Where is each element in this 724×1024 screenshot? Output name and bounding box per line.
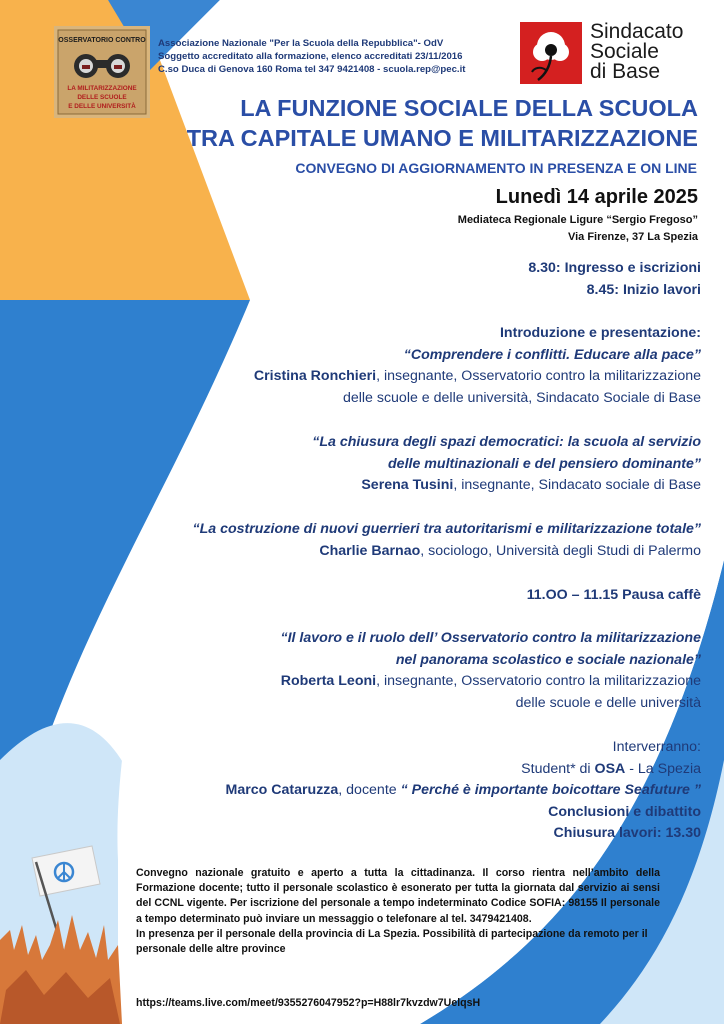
union-name-line2: Sociale: [590, 40, 659, 63]
schedule-opening: [528, 258, 701, 301]
union-logo: [520, 22, 700, 92]
closing-time: Chiusura lavori: 13.30: [553, 825, 701, 841]
footer-paragraph-1: Convegno nazionale gratuito e aperto a tutta la cittadinanza. Il corso rientra nell’ambito della Formazione docente; tutto il personale scolastico è esonerato per tutta la giornata dal servizio ai sensi del CCNL vigente. Per iscrizione del personale a tempo indeterminato Codice SOFIA: 98155 Il personale a tempo determinato può inviare un messaggio o telefonare al tel. 3479421408.: [136, 867, 660, 925]
association-accreditation: Soggetto accreditato alla formazione, elenco accreditati 23/11/2016: [158, 51, 463, 62]
speaker-role: , insegnante, Osservatorio contro la militarizzazione: [376, 673, 701, 689]
registration-time: 8.30: Ingresso e iscrizioni: [528, 260, 701, 276]
session-talk2: [312, 432, 701, 497]
association-info: [158, 37, 518, 76]
talk-title: “La costruzione di nuovi guerrieri tra autoritarismi e militarizzazione totale”: [192, 521, 701, 537]
speaker-line: [226, 780, 701, 802]
talk-title-line2: delle multinazionali e del pensiero dominante”: [388, 455, 701, 472]
svg-text:LA MILITARIZZAZIONE: LA MILITARIZZAZIONE: [67, 85, 137, 92]
footer-paragraph-2: In presenza per il personale della provincia di La Spezia. Possibilità di partecipazione da remoto per il personale delle altre province: [136, 927, 648, 956]
svg-text:E DELLE UNIVERSITÀ: E DELLE UNIVERSITÀ: [68, 103, 136, 110]
speaker-role: , insegnante, Sindacato sociale di Base: [453, 477, 701, 493]
session-closing: [226, 737, 701, 845]
students-line: Student* di OSA - La Spezia: [521, 760, 701, 777]
session-intro: [254, 323, 701, 409]
svg-text:DELLE SCUOLE: DELLE SCUOLE: [77, 94, 127, 101]
interventions-label: Interverranno:: [612, 739, 701, 755]
speaker-line: [312, 475, 701, 497]
event-title: [187, 93, 698, 153]
union-name-line1: Sindacato: [590, 20, 684, 43]
speaker-name: Serena Tusini: [361, 477, 454, 493]
svg-text:OSSERVATORIO CONTRO: OSSERVATORIO CONTRO: [58, 37, 146, 44]
observatory-logo: [54, 26, 150, 118]
conclusions: Conclusioni e dibattito: [548, 803, 701, 820]
speaker-line: [193, 541, 702, 563]
event-date: Lunedì 14 aprile 2025: [495, 186, 698, 208]
speaker-role: , insegnante, Osservatorio contro la militarizzazione: [376, 368, 701, 384]
event-subtitle: CONVEGNO DI AGGIORNAMENTO IN PRESENZA E ON LINE: [295, 160, 697, 176]
speaker-name: Charlie Barnao: [319, 542, 421, 559]
venue-name: Mediateca Regionale Ligure “Sergio Fregoso”: [457, 214, 698, 226]
speaker-name: Marco Cataruzza: [225, 782, 339, 798]
speaker-name: Roberta Leoni: [280, 673, 377, 689]
title-line2: TRA CAPITALE UMANO E MILITARIZZAZIONE: [186, 125, 698, 151]
talk-title-line1: “Il lavoro e il ruolo dell’ Osservatorio contro la militarizzazione: [280, 630, 701, 646]
session-talk3: [193, 519, 702, 562]
title-line1: LA FUNZIONE SOCIALE DELLA SCUOLA: [240, 95, 698, 121]
speaker-talk: “ Perché è importante boicottare Seafuture ”: [400, 782, 701, 798]
session-talk4: [281, 628, 701, 714]
speaker-role-cont: delle scuole e delle università, Sindacato Sociale di Base: [342, 389, 701, 406]
speaker-line: [281, 671, 701, 693]
intro-talk-title: “Comprendere i conflitti. Educare alla pace”: [403, 346, 701, 363]
event-venue: [458, 212, 698, 246]
coffee-break: [527, 585, 701, 607]
speaker-line: [254, 366, 701, 388]
association-contacts: C.so Duca di Genova 160 Roma tel 347 9421408 - scuola.rep@pec.it: [158, 64, 466, 75]
association-name: Associazione Nazionale "Per la Scuola della Repubblica"- OdV: [158, 38, 444, 49]
footer-info: [136, 866, 660, 957]
students-org: OSA: [594, 760, 626, 777]
break-time: 11.OO – 11.15 Pausa caffè: [526, 587, 701, 603]
speaker-name: Cristina Ronchieri: [253, 368, 377, 384]
venue-address: Via Firenze, 37 La Spezia: [567, 231, 698, 243]
speaker-role: , sociologo, Università degli Studi di Palermo: [420, 542, 701, 559]
teams-meeting-link[interactable]: https://teams.live.com/meet/9355276047952?p=H88lr7kvzdw7UelqsH: [136, 997, 481, 1009]
union-name-line3: di Base: [590, 60, 661, 83]
speaker-role: , docente: [338, 782, 401, 798]
speaker-role-cont: delle scuole e delle università: [515, 694, 701, 711]
poppy-flower-icon: [520, 22, 582, 84]
talk-title-line1: “La chiusura degli spazi democratici: la scuola al servizio: [312, 434, 701, 450]
start-time: 8.45: Inizio lavori: [586, 281, 701, 298]
talk-title-line2: nel panorama scolastico e sociale nazionale”: [395, 651, 701, 668]
intro-heading: Introduzione e presentazione:: [499, 325, 701, 341]
